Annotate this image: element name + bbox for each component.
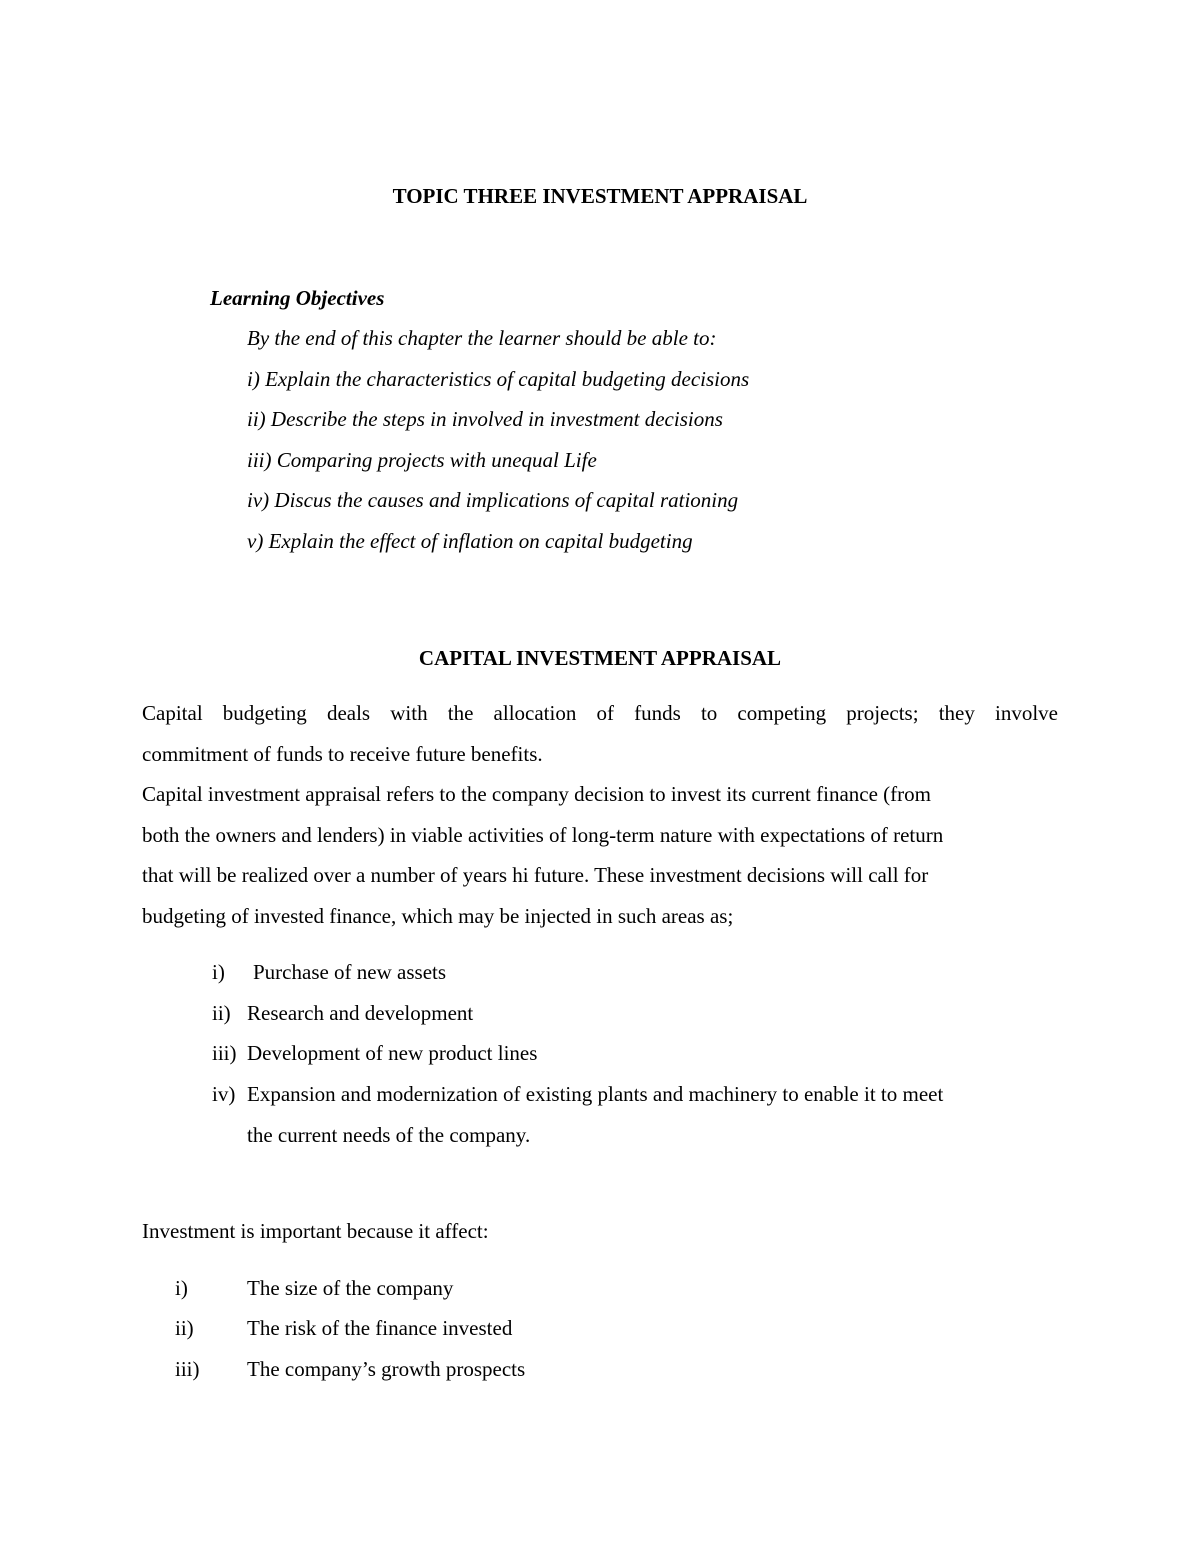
list-item-number: ii): [212, 1001, 231, 1025]
importance-intro: Investment is important because it affect:: [142, 1219, 489, 1243]
list-item-number: ii): [175, 1316, 194, 1340]
list-item-number: i): [212, 960, 225, 984]
list-item-number: i): [175, 1276, 188, 1300]
learning-objective-item: iv) Discus the causes and implications of capital rationing: [247, 488, 739, 512]
list-item-text: Purchase of new assets: [253, 960, 447, 984]
list-item-number: iii): [175, 1357, 200, 1381]
paragraph-line: Capital budgeting deals with the allocation of funds to competing projects; they involve: [142, 701, 1058, 725]
list-item-text: Research and development: [247, 1001, 474, 1025]
learning-objective-item: ii) Describe the steps in involved in investment decisions: [247, 407, 723, 431]
learning-objective-item: v) Explain the effect of inflation on capital budgeting: [247, 529, 693, 553]
section-heading: CAPITAL INVESTMENT APPRAISAL: [418, 646, 782, 670]
list-item-number: iv): [212, 1082, 236, 1106]
list-item-text: Expansion and modernization of existing plants and machinery to enable it to meet: [247, 1082, 944, 1106]
learning-objectives-heading: Learning Objectives: [210, 286, 385, 310]
paragraph-line: that will be realized over a number of years hi future. These investment decisions will call for: [142, 863, 929, 887]
list-item-continuation: the current needs of the company.: [247, 1123, 531, 1147]
paragraph-line: both the owners and lenders) in viable activities of long-term nature with expectations of return: [142, 823, 944, 847]
paragraph-line: commitment of funds to receive future benefits.: [142, 742, 543, 766]
learning-objectives-intro: By the end of this chapter the learner should be able to:: [247, 326, 717, 350]
paragraph-line: budgeting of invested finance, which may be injected in such areas as;: [142, 904, 734, 928]
list-item-number: iii): [212, 1041, 237, 1065]
list-item-text: Development of new product lines: [247, 1041, 538, 1065]
document-title: TOPIC THREE INVESTMENT APPRAISAL: [392, 184, 808, 208]
learning-objective-item: i) Explain the characteristics of capital budgeting decisions: [247, 367, 750, 391]
list-item-text: The size of the company: [247, 1276, 454, 1300]
list-item-text: The risk of the finance invested: [247, 1316, 513, 1340]
list-item-text: The company’s growth prospects: [247, 1357, 526, 1381]
learning-objective-item: iii) Comparing projects with unequal Life: [247, 448, 597, 472]
paragraph-line: Capital investment appraisal refers to the company decision to invest its current finance (from: [142, 782, 931, 806]
